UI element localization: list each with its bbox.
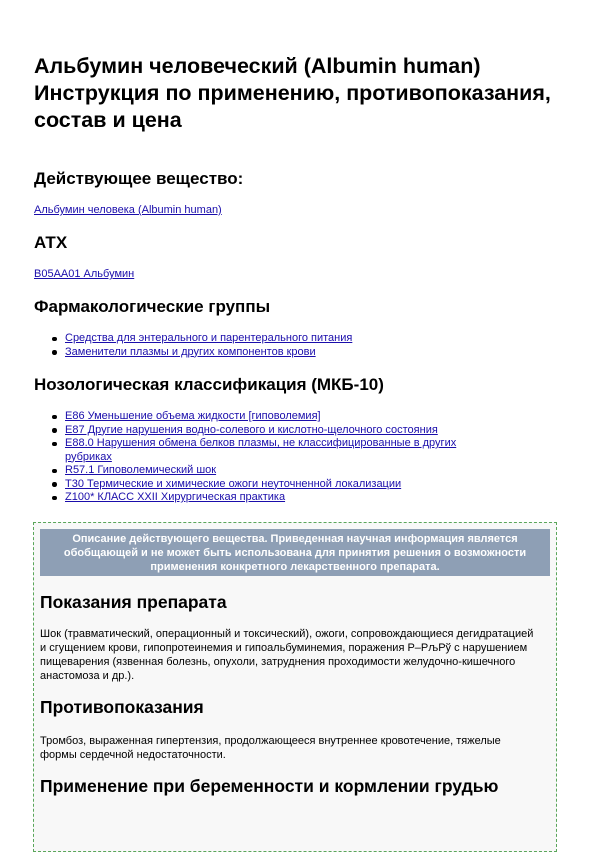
nosology-list [34,410,504,505]
nosology-link[interactable]: Z100* КЛАСС XXII Хирургическая практика [65,491,286,503]
description-box [33,522,557,852]
nosology-link[interactable]: E88.0 Нарушения обмена белков плазмы, не классифицированные в других рубриках [65,437,457,463]
active-substance-link[interactable]: Альбумин человека (Albumin human) [34,204,222,216]
indications-text: Шок (травматический, операционный и токсический), ожоги, сопровождающиеся дегидратацией и сгущением крови, гипопротеинемия и гипоальбуминемия, поражения Р–РљРў с нарушением пищеварения (язвенная болезнь, опухоли, затруднения проходимости желудочно-кишечного анастомоза и др.). [40,628,534,682]
active-substance-heading: Действующее вещество: [34,169,244,188]
page-title: Альбумин человеческий (Albumin human) Инструкция по применению, противопоказания, состав и цена [34,54,551,132]
contraindications-text: Тромбоз, выраженная гипертензия, продолжающееся внутреннее кровотечение, тяжелые формы сердечной недостаточности. [40,735,501,761]
list-item [34,332,504,346]
disclaimer-notice: Описание действующего вещества. Приведенная научная информация является обобщающей и не может быть использована для принятия решения о возможности применения конкретного лекарственного препарата. [40,529,550,576]
pharm-group-link[interactable]: Заменители плазмы и других компонентов крови [65,345,316,358]
atc-heading: АТХ [34,233,68,252]
nosology-link[interactable]: T30 Термические и химические ожоги неуточненной локализации [65,477,402,490]
pharm-group-link[interactable]: Средства для энтерального и парентерального питания [65,332,353,344]
nosology-link[interactable]: E86 Уменьшение объема жидкости [гиповолемия] [65,410,321,422]
list-item [34,424,504,438]
pharm-groups-list [34,332,504,359]
list-item [34,478,504,492]
nosology-link[interactable]: E87 Другие нарушения водно-солевого и кислотно-щелочного состояния [65,423,438,436]
atc-link[interactable]: B05AA01 Альбумин [34,268,135,280]
list-item [34,346,504,360]
list-item [34,464,504,478]
nosology-heading: Нозологическая классификация (МКБ-10) [34,375,384,394]
contraindications-heading: Противопоказания [40,697,204,717]
list-item [34,491,504,505]
list-item [34,410,504,424]
pregnancy-heading: Применение при беременности и кормлении грудью [40,776,499,796]
pharm-groups-heading: Фармакологические группы [34,297,271,316]
indications-heading: Показания препарата [40,592,227,612]
nosology-link[interactable]: R57.1 Гиповолемический шок [65,464,217,476]
list-item [34,437,504,464]
